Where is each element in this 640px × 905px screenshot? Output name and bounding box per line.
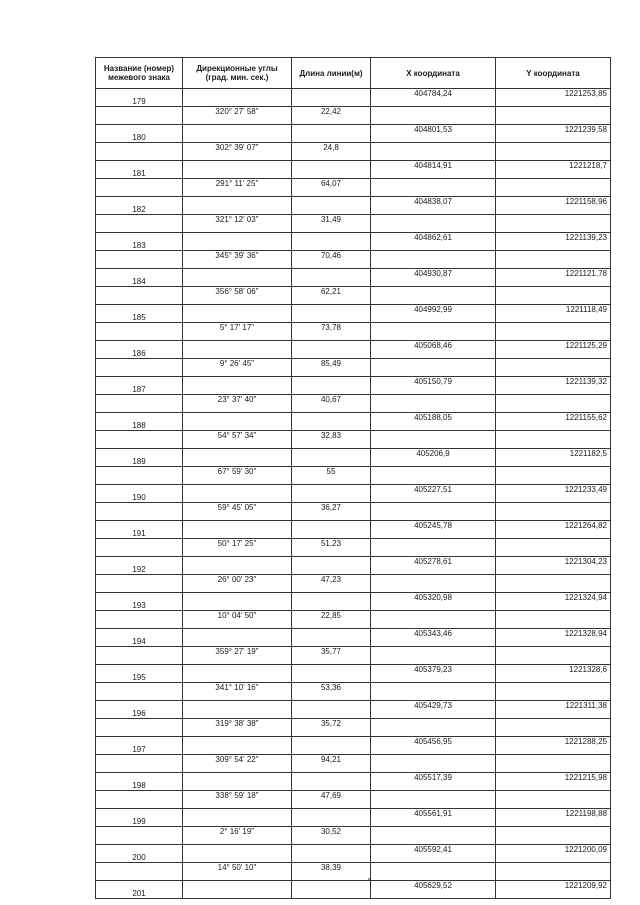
y-empty <box>496 323 611 341</box>
x-empty <box>371 791 496 809</box>
y-empty <box>496 287 611 305</box>
x-coordinate: 405227,51 <box>371 485 496 503</box>
point-row <box>96 89 611 107</box>
point-name: 194 <box>96 629 183 647</box>
point-row <box>96 737 611 755</box>
direction-angle: 341° 10' 16" <box>183 683 292 701</box>
x-coordinate: 405343,46 <box>371 629 496 647</box>
line-length: 31,49 <box>292 215 371 233</box>
y-coordinate: 1221182,5 <box>496 449 611 467</box>
x-empty <box>371 575 496 593</box>
point-row <box>96 485 611 503</box>
name-empty <box>96 359 183 377</box>
point-name: 199 <box>96 809 183 827</box>
scan-speck <box>368 878 370 880</box>
y-empty <box>496 107 611 125</box>
direction-angle: 5° 17' 17" <box>183 323 292 341</box>
angle-empty <box>183 557 292 575</box>
length-empty <box>292 629 371 647</box>
angle-empty <box>183 377 292 395</box>
y-coordinate: 1221155,62 <box>496 413 611 431</box>
name-empty <box>96 647 183 665</box>
length-empty <box>292 737 371 755</box>
x-coordinate: 405068,46 <box>371 341 496 359</box>
point-row <box>96 305 611 323</box>
x-coordinate: 405245,78 <box>371 521 496 539</box>
point-name: 188 <box>96 413 183 431</box>
y-coordinate: 1221198,88 <box>496 809 611 827</box>
segment-row <box>96 359 611 377</box>
segment-row <box>96 575 611 593</box>
segment-row <box>96 395 611 413</box>
y-empty <box>496 431 611 449</box>
x-empty <box>371 611 496 629</box>
direction-angle: 338° 59' 18" <box>183 791 292 809</box>
x-coordinate: 405629,52 <box>371 881 496 899</box>
y-empty <box>496 827 611 845</box>
length-empty <box>292 377 371 395</box>
x-coordinate: 405456,95 <box>371 737 496 755</box>
point-name: 181 <box>96 161 183 179</box>
direction-angle: 309° 54' 22" <box>183 755 292 773</box>
line-length: 85,49 <box>292 359 371 377</box>
name-empty <box>96 611 183 629</box>
segment-row <box>96 251 611 269</box>
x-empty <box>371 323 496 341</box>
x-coordinate: 405379,23 <box>371 665 496 683</box>
name-empty <box>96 107 183 125</box>
segment-row <box>96 827 611 845</box>
x-coordinate: 404930,87 <box>371 269 496 287</box>
y-coordinate: 1221158,96 <box>496 197 611 215</box>
segment-row <box>96 863 611 881</box>
x-empty <box>371 647 496 665</box>
x-coordinate: 405320,98 <box>371 593 496 611</box>
angle-empty <box>183 665 292 683</box>
x-empty <box>371 287 496 305</box>
direction-angle: 9° 26' 45" <box>183 359 292 377</box>
segment-row <box>96 287 611 305</box>
line-length: 53,36 <box>292 683 371 701</box>
point-row <box>96 521 611 539</box>
y-empty <box>496 719 611 737</box>
name-empty <box>96 215 183 233</box>
point-name: 183 <box>96 233 183 251</box>
name-empty <box>96 863 183 881</box>
line-length: 38,39 <box>292 863 371 881</box>
segment-row <box>96 683 611 701</box>
length-empty <box>292 809 371 827</box>
direction-angle: 320° 27' 58" <box>183 107 292 125</box>
length-empty <box>292 557 371 575</box>
length-empty <box>292 593 371 611</box>
point-name: 201 <box>96 881 183 899</box>
point-row <box>96 593 611 611</box>
angle-empty <box>183 197 292 215</box>
x-empty <box>371 395 496 413</box>
segment-row <box>96 719 611 737</box>
name-empty <box>96 467 183 485</box>
line-length: 22,85 <box>292 611 371 629</box>
point-row <box>96 701 611 719</box>
angle-empty <box>183 233 292 251</box>
segment-row <box>96 647 611 665</box>
segment-row <box>96 323 611 341</box>
direction-angle: 356° 58' 06" <box>183 287 292 305</box>
angle-empty <box>183 341 292 359</box>
x-empty <box>371 431 496 449</box>
x-coordinate: 404862,61 <box>371 233 496 251</box>
name-empty <box>96 431 183 449</box>
length-empty <box>292 269 371 287</box>
line-length: 35,77 <box>292 647 371 665</box>
name-empty <box>96 539 183 557</box>
point-row <box>96 125 611 143</box>
length-empty <box>292 125 371 143</box>
angle-empty <box>183 521 292 539</box>
length-empty <box>292 197 371 215</box>
y-empty <box>496 395 611 413</box>
point-row <box>96 809 611 827</box>
x-coordinate: 405592,41 <box>371 845 496 863</box>
line-length: 62,21 <box>292 287 371 305</box>
line-length: 32,83 <box>292 431 371 449</box>
y-coordinate: 1221139,32 <box>496 377 611 395</box>
direction-angle: 345° 39' 36" <box>183 251 292 269</box>
x-empty <box>371 215 496 233</box>
y-empty <box>496 215 611 233</box>
point-name: 186 <box>96 341 183 359</box>
line-length: 22,42 <box>292 107 371 125</box>
y-coordinate: 1221200,09 <box>496 845 611 863</box>
y-coordinate: 1221328,94 <box>496 629 611 647</box>
segment-row <box>96 791 611 809</box>
x-coordinate: 404992,99 <box>371 305 496 323</box>
line-length: 64,07 <box>292 179 371 197</box>
point-row <box>96 161 611 179</box>
point-row <box>96 341 611 359</box>
length-empty <box>292 881 371 899</box>
length-empty <box>292 773 371 791</box>
header-direction-angle: Дирекционные углы (град. мин. сек.) <box>183 58 292 89</box>
direction-angle: 67° 59' 30" <box>183 467 292 485</box>
y-empty <box>496 467 611 485</box>
y-empty <box>496 683 611 701</box>
header-x-coordinate: X координата <box>371 58 496 89</box>
y-empty <box>496 503 611 521</box>
x-empty <box>371 179 496 197</box>
length-empty <box>292 665 371 683</box>
y-empty <box>496 863 611 881</box>
y-coordinate: 1221118,49 <box>496 305 611 323</box>
y-coordinate: 1221215,98 <box>496 773 611 791</box>
segment-row <box>96 143 611 161</box>
point-row <box>96 557 611 575</box>
name-empty <box>96 791 183 809</box>
y-empty <box>496 791 611 809</box>
x-coordinate: 405561,91 <box>371 809 496 827</box>
segment-row <box>96 503 611 521</box>
y-coordinate: 1221311,38 <box>496 701 611 719</box>
name-empty <box>96 755 183 773</box>
direction-angle: 319° 38' 38" <box>183 719 292 737</box>
direction-angle: 59° 45' 05" <box>183 503 292 521</box>
line-length: 70,46 <box>292 251 371 269</box>
segment-row <box>96 467 611 485</box>
angle-empty <box>183 269 292 287</box>
y-empty <box>496 251 611 269</box>
point-name: 185 <box>96 305 183 323</box>
length-empty <box>292 413 371 431</box>
x-coordinate: 404814,91 <box>371 161 496 179</box>
y-coordinate: 1221239,58 <box>496 125 611 143</box>
point-name: 195 <box>96 665 183 683</box>
angle-empty <box>183 701 292 719</box>
point-name: 179 <box>96 89 183 107</box>
name-empty <box>96 323 183 341</box>
name-empty <box>96 827 183 845</box>
x-empty <box>371 467 496 485</box>
point-name: 184 <box>96 269 183 287</box>
point-row <box>96 449 611 467</box>
y-empty <box>496 179 611 197</box>
x-empty <box>371 863 496 881</box>
y-coordinate: 1221218,7 <box>496 161 611 179</box>
angle-empty <box>183 449 292 467</box>
length-empty <box>292 161 371 179</box>
y-coordinate: 1221324,94 <box>496 593 611 611</box>
angle-empty <box>183 89 292 107</box>
angle-empty <box>183 845 292 863</box>
length-empty <box>292 233 371 251</box>
point-row <box>96 413 611 431</box>
angle-empty <box>183 593 292 611</box>
segment-row <box>96 215 611 233</box>
point-row <box>96 773 611 791</box>
angle-empty <box>183 305 292 323</box>
line-length: 51,23 <box>292 539 371 557</box>
x-coordinate: 405278,61 <box>371 557 496 575</box>
segment-row <box>96 179 611 197</box>
x-empty <box>371 107 496 125</box>
segment-row <box>96 755 611 773</box>
angle-empty <box>183 773 292 791</box>
direction-angle: 359° 27' 19" <box>183 647 292 665</box>
angle-empty <box>183 125 292 143</box>
angle-empty <box>183 629 292 647</box>
direction-angle: 14° 50' 10" <box>183 863 292 881</box>
direction-angle: 23° 37' 40" <box>183 395 292 413</box>
x-empty <box>371 359 496 377</box>
point-name: 182 <box>96 197 183 215</box>
angle-empty <box>183 809 292 827</box>
point-row <box>96 881 611 899</box>
direction-angle: 302° 39' 07" <box>183 143 292 161</box>
table-body <box>96 89 611 899</box>
name-empty <box>96 395 183 413</box>
header-line-length: Длина линии(м) <box>292 58 371 89</box>
direction-angle: 2° 16' 19" <box>183 827 292 845</box>
point-row <box>96 197 611 215</box>
line-length: 73,78 <box>292 323 371 341</box>
point-row <box>96 845 611 863</box>
line-length: 55 <box>292 467 371 485</box>
y-empty <box>496 755 611 773</box>
point-row <box>96 629 611 647</box>
point-name: 198 <box>96 773 183 791</box>
x-coordinate: 404801,53 <box>371 125 496 143</box>
x-coordinate: 405206,9 <box>371 449 496 467</box>
direction-angle: 321° 12' 03" <box>183 215 292 233</box>
segment-row <box>96 539 611 557</box>
angle-empty <box>183 161 292 179</box>
x-empty <box>371 143 496 161</box>
x-coordinate: 405517,39 <box>371 773 496 791</box>
y-coordinate: 1221304,23 <box>496 557 611 575</box>
length-empty <box>292 305 371 323</box>
x-empty <box>371 827 496 845</box>
point-row <box>96 665 611 683</box>
direction-angle: 10° 04' 50" <box>183 611 292 629</box>
header-y-coordinate: Y координата <box>496 58 611 89</box>
name-empty <box>96 719 183 737</box>
x-empty <box>371 539 496 557</box>
y-coordinate: 1221288,25 <box>496 737 611 755</box>
point-name: 187 <box>96 377 183 395</box>
table-header-row <box>96 58 611 89</box>
y-coordinate: 1221264,82 <box>496 521 611 539</box>
y-empty <box>496 143 611 161</box>
length-empty <box>292 701 371 719</box>
point-name: 193 <box>96 593 183 611</box>
x-empty <box>371 251 496 269</box>
angle-empty <box>183 737 292 755</box>
length-empty <box>292 89 371 107</box>
name-empty <box>96 683 183 701</box>
x-coordinate: 405429,73 <box>371 701 496 719</box>
point-name: 200 <box>96 845 183 863</box>
length-empty <box>292 341 371 359</box>
name-empty <box>96 251 183 269</box>
x-empty <box>371 503 496 521</box>
x-coordinate: 404784,24 <box>371 89 496 107</box>
x-coordinate: 405188,05 <box>371 413 496 431</box>
x-empty <box>371 719 496 737</box>
point-name: 196 <box>96 701 183 719</box>
length-empty <box>292 485 371 503</box>
y-empty <box>496 575 611 593</box>
length-empty <box>292 845 371 863</box>
point-name: 191 <box>96 521 183 539</box>
point-row <box>96 269 611 287</box>
y-empty <box>496 611 611 629</box>
y-empty <box>496 539 611 557</box>
point-name: 197 <box>96 737 183 755</box>
point-row <box>96 377 611 395</box>
x-empty <box>371 683 496 701</box>
line-length: 94,21 <box>292 755 371 773</box>
header-point-name: Название (номер) межевого знака <box>96 58 183 89</box>
line-length: 30,52 <box>292 827 371 845</box>
direction-angle: 54° 57' 34" <box>183 431 292 449</box>
y-coordinate: 1221233,49 <box>496 485 611 503</box>
name-empty <box>96 143 183 161</box>
y-empty <box>496 647 611 665</box>
angle-empty <box>183 413 292 431</box>
y-empty <box>496 359 611 377</box>
length-empty <box>292 449 371 467</box>
line-length: 24,8 <box>292 143 371 161</box>
x-empty <box>371 755 496 773</box>
segment-row <box>96 431 611 449</box>
segment-row <box>96 611 611 629</box>
line-length: 47,69 <box>292 791 371 809</box>
y-coordinate: 1221121,78 <box>496 269 611 287</box>
name-empty <box>96 287 183 305</box>
boundary-coordinates-table <box>95 57 611 899</box>
name-empty <box>96 503 183 521</box>
length-empty <box>292 521 371 539</box>
x-coordinate: 405150,79 <box>371 377 496 395</box>
line-length: 35,72 <box>292 719 371 737</box>
y-coordinate: 1221209,92 <box>496 881 611 899</box>
y-coordinate: 1221253,85 <box>496 89 611 107</box>
segment-row <box>96 107 611 125</box>
line-length: 40,67 <box>292 395 371 413</box>
direction-angle: 50° 17' 25" <box>183 539 292 557</box>
point-row <box>96 233 611 251</box>
name-empty <box>96 179 183 197</box>
line-length: 47,23 <box>292 575 371 593</box>
y-coordinate: 1221125,29 <box>496 341 611 359</box>
angle-empty <box>183 485 292 503</box>
direction-angle: 291° 11' 25" <box>183 179 292 197</box>
direction-angle: 26° 00' 23" <box>183 575 292 593</box>
point-name: 192 <box>96 557 183 575</box>
y-coordinate: 1221328,6 <box>496 665 611 683</box>
y-coordinate: 1221139,23 <box>496 233 611 251</box>
point-name: 189 <box>96 449 183 467</box>
name-empty <box>96 575 183 593</box>
x-coordinate: 404838,07 <box>371 197 496 215</box>
line-length: 36,27 <box>292 503 371 521</box>
point-name: 190 <box>96 485 183 503</box>
point-name: 180 <box>96 125 183 143</box>
angle-empty <box>183 881 292 899</box>
